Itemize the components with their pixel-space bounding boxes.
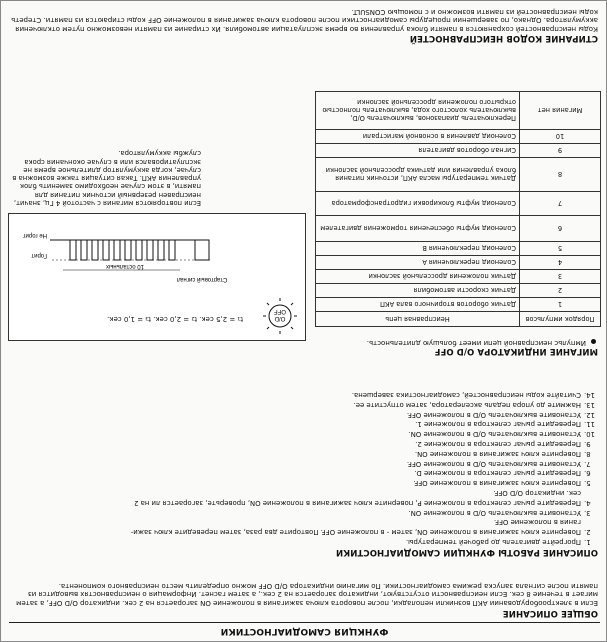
step-number: 8.: [584, 449, 591, 458]
table-row: [316, 92, 601, 130]
step-text: Нажмите до упора педаль акселератора, затем отпустите ее.: [353, 400, 581, 409]
pulse-order-cell: 4: [520, 256, 601, 270]
light-off-label: Не горит: [22, 232, 47, 238]
procedure-step: [494, 518, 598, 527]
pulse-mark: [136, 240, 142, 260]
circuit-cell: Соленоид давления в основной магистрали: [316, 130, 520, 144]
step-number: 6.: [584, 469, 591, 478]
blink-note: Импульс неисправной цепи имеет большую длительность.: [366, 339, 586, 347]
step-number: 14.: [584, 391, 595, 399]
table-row: [316, 130, 601, 144]
pulse-mark: [103, 240, 109, 260]
step-text: Поверните ключ зажигания в положение ON.: [414, 449, 581, 458]
general-text: Если в электрооборудовании АКП возникли неполадки, после поворота ключа зажигания в положение ON загорается на 2 сек. индикатор O/D OFF, а затем мигает в течение 8 сек. Если неисправности отсутствуют, индикатор загорается на 2 сек., а затем гаснет. Информация о неисправностях выводится из памяти после сигнала запуска режима самодиагностики. По миганию индикатора O/D OFF можно определить место неисправного компонента.: [16, 581, 598, 607]
circuit-cell: Датчик температуры масла АКП, источник питания блока управления или датчика дроссельной заслонки: [316, 158, 520, 192]
bullet-icon: [591, 339, 596, 344]
step-number: 10.: [584, 430, 595, 439]
general-heading: ОБЩЕЕ ОПИСАНИЕ: [502, 608, 598, 618]
step-number: 11.: [584, 420, 595, 429]
pulse-mark: [147, 240, 153, 260]
circuit-cell: Сигнал оборотов двигателя: [316, 144, 520, 158]
pulse-mark: [125, 240, 131, 260]
procedure-step: [352, 390, 598, 399]
indicator-label-top: O/D: [274, 315, 286, 321]
step-text: Прогрейте двигатель до рабочей температуры.: [405, 538, 581, 546]
step-number: 9.: [584, 440, 591, 448]
procedure-step: [409, 430, 598, 439]
procedure-step: [406, 537, 598, 546]
step-number: 12.: [584, 410, 595, 419]
pulse-mark: [92, 240, 98, 260]
note-right: Если повторяются мигания с частотой 4 Гц, значит, неисправен резервный источник питания для памяти, в этом случае необходимо заменить блок управления АКП. Такая ситуация также возможна в случае, когда аккумулятор длительное время не эксплуатировался или в случае окончания срока службы аккумулятора.: [12, 149, 201, 207]
circuit-cell: Переключатель диапазонов, выключатель O/D, выключатель холостого хода, выключатель полностью открытого положения дроссельной заслонки: [316, 92, 520, 130]
pulse-mark: [81, 240, 87, 260]
step-number: 4.: [584, 498, 591, 507]
procedure-step: [409, 508, 598, 517]
table-row: [316, 242, 601, 256]
memory-heading: СТИРАНИЕ КОДОВ НЕИСПРАВНОСТЕЙ: [409, 33, 598, 43]
circuit-cell: Соленоид муфты обеспечения торможения двигателем: [316, 216, 520, 242]
step-number: 7.: [584, 459, 591, 468]
step-number: 1.: [584, 538, 591, 546]
table-row: [316, 192, 601, 216]
step-text: Считайте коды неисправностей, самодиагностика завершена.: [351, 391, 581, 399]
step-text: Переведите рычаг селектора в положение 2.: [415, 440, 581, 448]
pulse-chart: [9, 214, 305, 340]
table-row: [316, 270, 601, 284]
step-text: Установите выключатель O/D в положение ON.: [408, 508, 581, 517]
step-text: сек. индикатор O/D OFF.: [493, 489, 581, 497]
pulse-order-cell: 7: [520, 192, 601, 216]
pulse-order-cell: Мигания нет: [520, 92, 601, 130]
procedure-step: [415, 420, 598, 429]
step-text: Поверните ключ зажигания в положение OFF.: [413, 479, 581, 488]
procedure-step: [354, 400, 598, 409]
pulse-order-cell: 2: [520, 284, 601, 298]
procedure-step: [407, 410, 598, 419]
pulse-order-cell: 8: [520, 158, 601, 192]
step-number: 5.: [584, 479, 591, 488]
pulse-formula: t₁ = 2,5 сек. t₂ = 2,0 сек. t₃ = 1,0 сек.: [107, 315, 243, 323]
circuit-cell: Датчик оборотов вторичного вала АКП: [316, 298, 520, 312]
step-text: Переведите рычаг селектора в положение P, поверните ключ зажигания в положение ON, проверьте, загорается ли на 2: [134, 498, 581, 507]
pulse-order-cell: 1: [520, 298, 601, 312]
rotated-content: [1, 1, 607, 642]
procedure-heading: ОПИСАНИЕ РАБОТЫ ФУНКЦИИ САМОДИАГНОСТИКИ: [335, 547, 598, 557]
step-text: Переведите рычаг селектора в положение 1.: [415, 420, 581, 429]
indicator-label-bottom: OFF: [274, 308, 286, 314]
pulse-order-cell: 5: [520, 242, 601, 256]
pulse-diagram: [8, 213, 306, 341]
step-text: Поверните ключ зажигания в положение ON, затем - в положение OFF. Повторите два раза, затем переведите ключ зажи-: [130, 528, 581, 537]
table-row: [316, 298, 601, 312]
table-header-order: Порядок импульсов: [520, 312, 601, 327]
circuit-cell: Датчик скорости автомобиля: [316, 284, 520, 298]
pulse-order-cell: 6: [520, 216, 601, 242]
pulse-mark: [158, 240, 164, 260]
pulses-label: 10 остальных: [106, 263, 144, 269]
procedure-step: [415, 449, 598, 458]
pulse-mark: [70, 240, 76, 260]
fault-table: [315, 91, 601, 327]
pulse-order-cell: 9: [520, 144, 601, 158]
procedure-step: [413, 479, 598, 488]
table-header-circuit: Неисправная цепь: [316, 312, 520, 327]
step-text: Установите выключатель O/D в положение OFF.: [406, 459, 581, 468]
step-text: Установите выключатель O/D в положение ON.: [408, 430, 581, 439]
page-title: ФУНКЦИЯ САМОДИАГНОСТИКИ: [220, 626, 389, 636]
step-number: 3.: [584, 508, 591, 517]
procedure-step: [407, 459, 598, 468]
table-row: [316, 144, 601, 158]
step-text: гания в положение OFF.: [493, 518, 581, 527]
procedure-step: [415, 439, 598, 448]
table-row: [316, 216, 601, 242]
title-rule: [9, 622, 600, 623]
circuit-cell: Соленоид переключения В: [316, 242, 520, 256]
step-text: Установите выключатель O/D в положение OFF.: [406, 410, 581, 419]
procedure-step: [131, 528, 598, 537]
pulse-order-cell: 10: [520, 130, 601, 144]
start-signal-label: Стартовый сигнал: [176, 276, 228, 282]
circuit-cell: Соленоид переключения А: [316, 256, 520, 270]
table-row: [316, 158, 601, 192]
circuit-cell: Соленоид муфты блокировки гидротрансформатора: [316, 192, 520, 216]
procedure-step: [134, 498, 598, 507]
pulse-mark: [169, 240, 175, 260]
pulse-order-cell: 3: [520, 270, 601, 284]
step-number: 2.: [584, 528, 591, 537]
memory-text: Коды неисправностей сохраняются в памяти блока управления во время эксплуатации автомобиля. Их стирание из памяти невозможно путем отключения аккумулятора. Однако, по завершении процедуры самодиагностики после поворота ключа зажигания в положение OFF коды стираются из памяти. Стереть коды неисправностей из памяти возможно и с помощью CONSULT.: [11, 7, 598, 33]
step-text: Переведите рычаг селектора в положение D.: [414, 469, 581, 478]
pulse-mark: [114, 240, 120, 260]
procedure-step: [493, 488, 598, 497]
procedure-step: [414, 469, 598, 478]
light-on-label: Горит: [31, 252, 47, 258]
circuit-cell: Датчик положения дроссельной заслонки: [316, 270, 520, 284]
start-pulse: [195, 240, 209, 260]
blink-heading: МИГАНИЕ ИНДИКАТОРА O/D OFF: [434, 346, 598, 356]
table-row: [316, 256, 601, 270]
step-number: 13.: [584, 400, 595, 409]
table-row: [316, 284, 601, 298]
